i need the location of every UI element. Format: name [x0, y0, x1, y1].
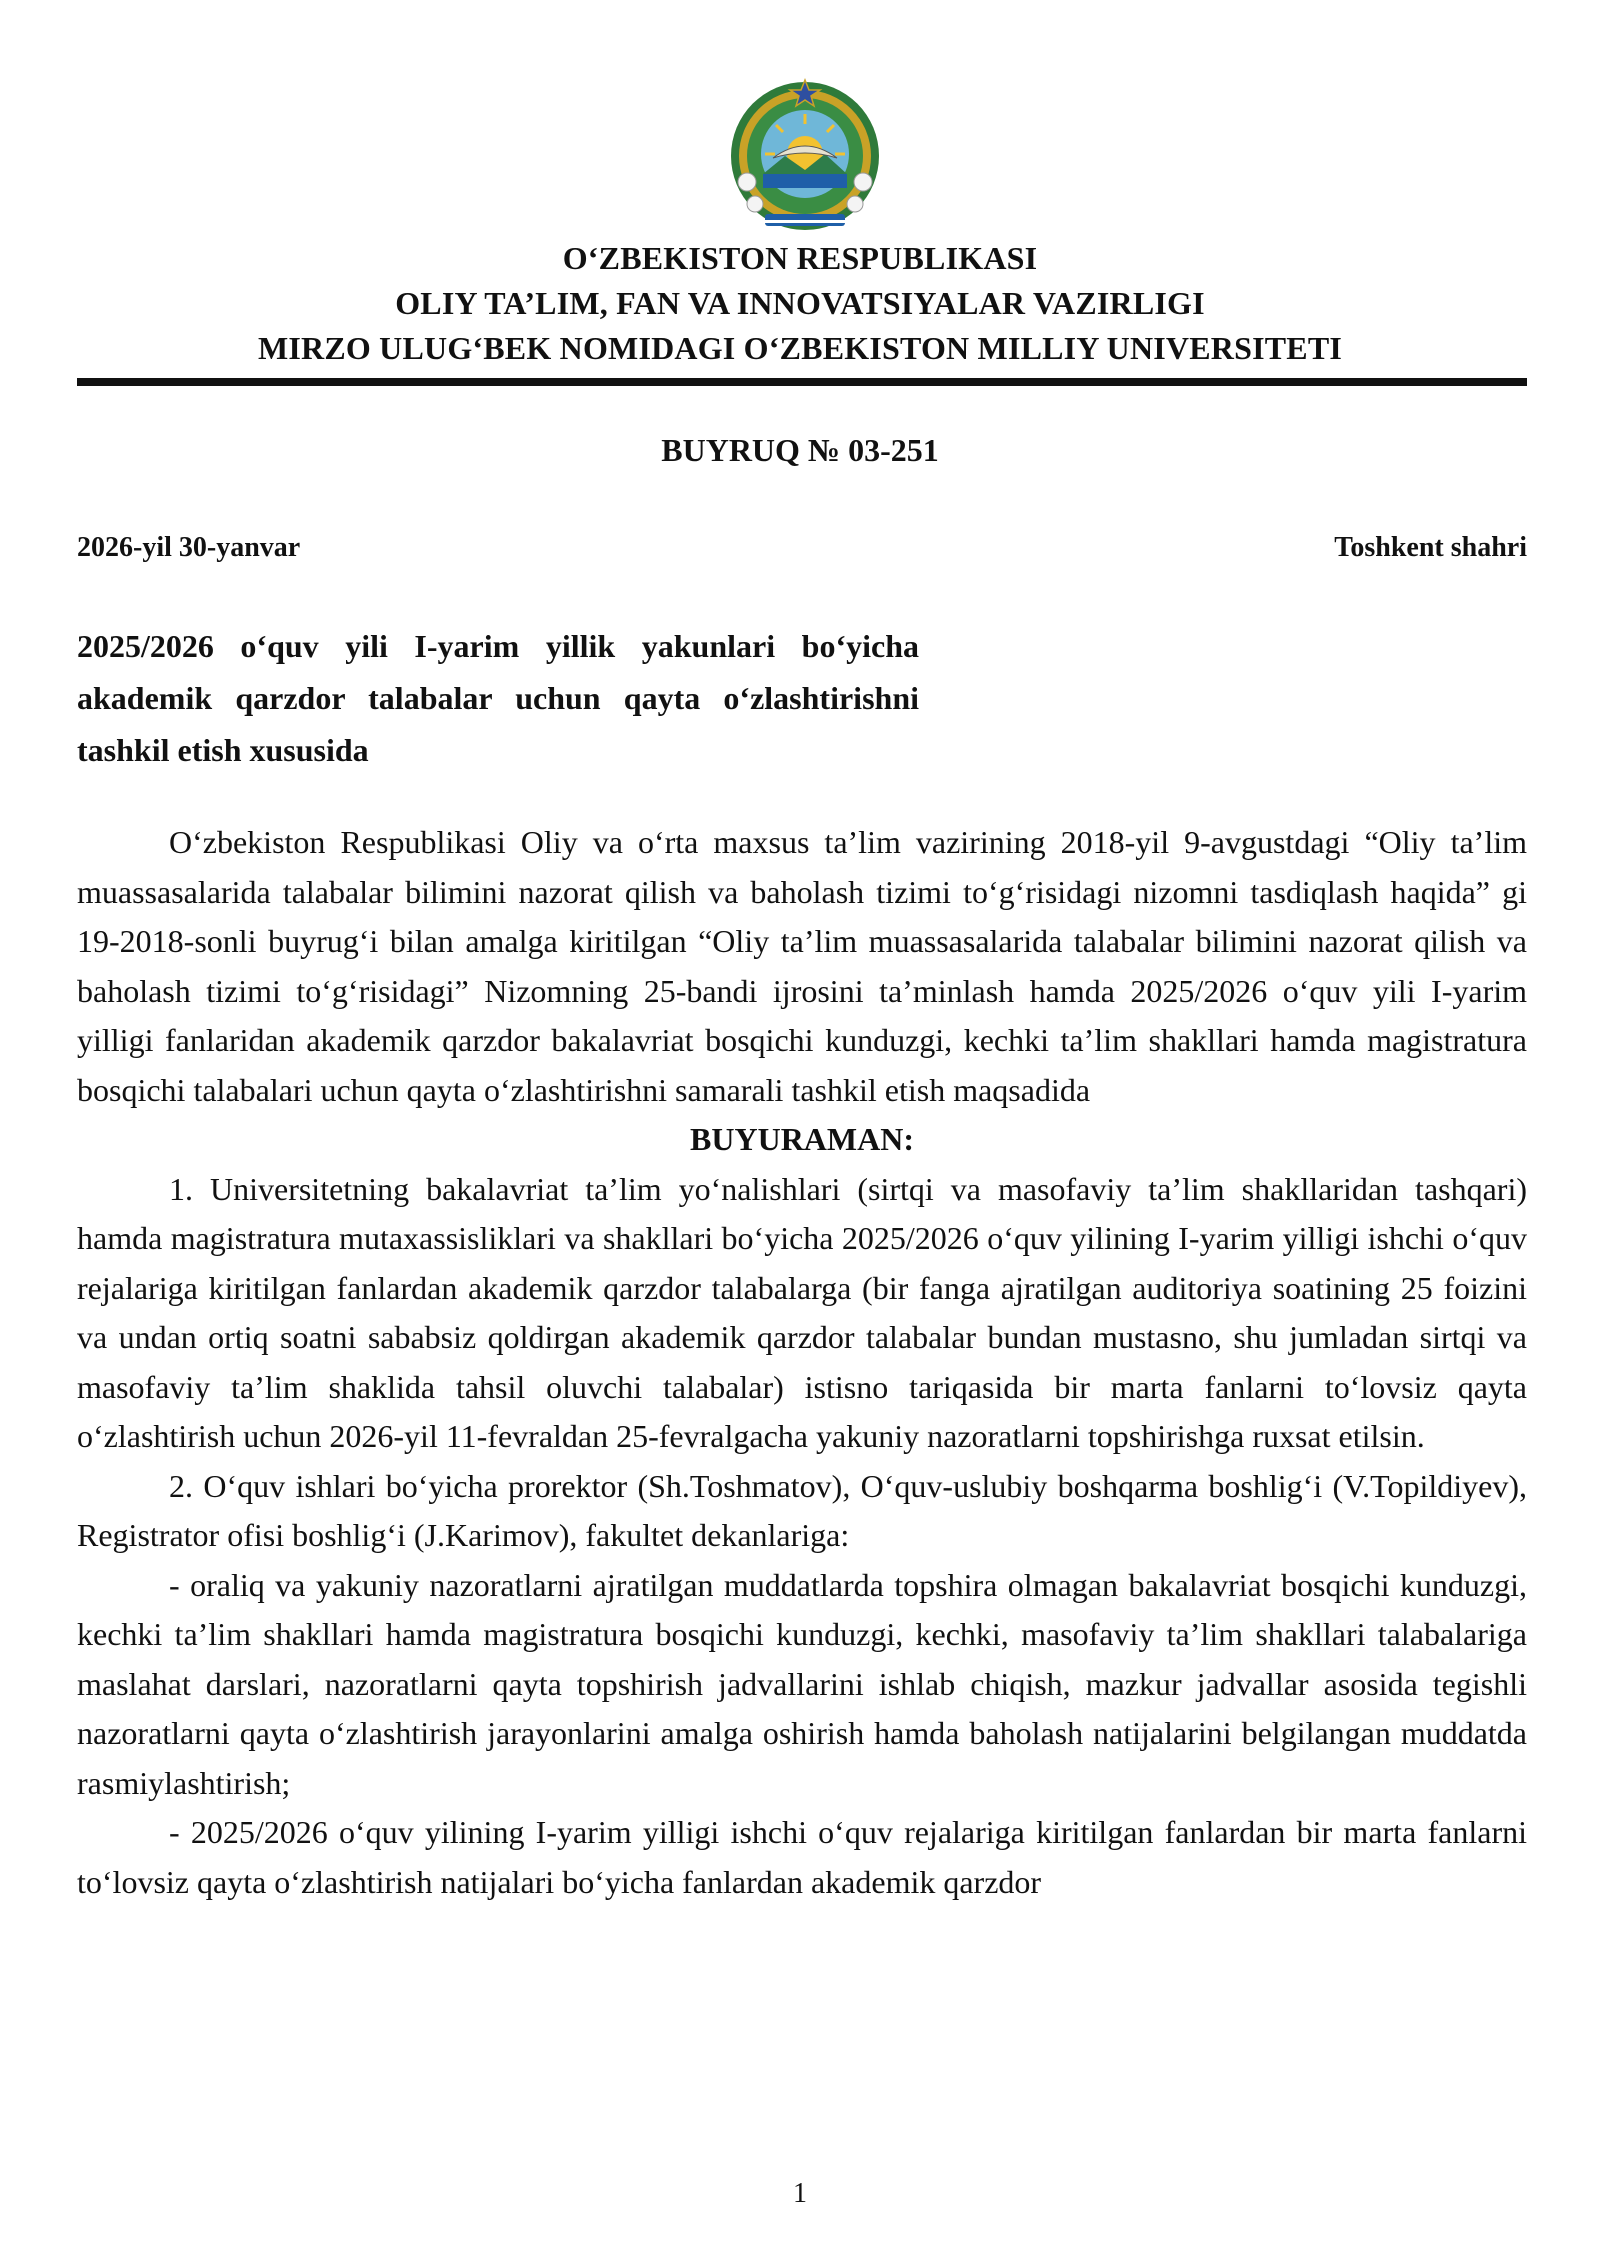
document-header	[0, 236, 1600, 371]
order-subject: 2025/2026 o‘quv yili I-yarim yillik yakunlari bo‘yicha akademik qarzdor talabalar uchun qayta o‘zlashtirishni tashkil etish xususida	[77, 628, 919, 768]
order-item-2-bullet-1: - oraliq va yakuniy nazoratlarni ajratilgan muddatlarda topshira olmagan bakalavriat bosqichi kunduzgi, kechki ta’lim shakllari hamda magistratura bosqichi kunduzgi, kechki, masofaviy ta’lim shakllari talabalariga maslahat darslari, nazoratlarni qayta topshirish jadvallarini ishlab chiqish, mazkur jadvallar asosida tegishli nazoratlarni qayta o‘zlashtirish jarayonlarini amalga oshirish hamda baholash natijalarini belgilangan muddatda rasmiylashtirish;	[77, 1566, 1527, 1801]
order-item-2: 2. O‘quv ishlari bo‘yicha prorektor (Sh.Toshmatov), O‘quv-uslubiy boshqarma boshlig‘i (V.Topildiyev), Registrator ofisi boshlig‘i (J.Karimov), fakultet dekanlariga:	[77, 1467, 1527, 1553]
header-line-country: O‘ZBEKISTON RESPUBLIKASI	[562, 240, 1038, 276]
document-body	[77, 818, 1527, 1907]
state-emblem-icon	[725, 74, 885, 234]
order-item-2-bullet-2: - 2025/2026 o‘quv yilining I-yarim yilligi ishchi o‘quv rejalariga kiritilgan fanlardan bir marta fanlarni to‘lovsiz qayta o‘zlashtirish natijalari bo‘yicha fanlardan akademik qarzdor	[77, 1814, 1527, 1900]
header-line-ministry: OLIY TA’LIM, FAN VA INNOVATSIYALAR VAZIRLIGI	[395, 285, 1205, 321]
command-heading: BUYURAMAN:	[690, 1121, 914, 1157]
order-title: BUYRUQ № 03-251	[661, 432, 939, 468]
order-date: 2026-yil 30-yanvar	[77, 532, 301, 563]
order-item-1: 1. Universitetning bakalavriat ta’lim yo‘nalishlari (sirtqi va masofaviy ta’lim shakllaridan tashqari) hamda magistratura mutaxassisliklari va shakllari bo‘yicha 2025/2026 o‘quv yilining I-yarim yilligi ishchi o‘quv rejalariga kiritilgan fanlardan akademik qarzdor talabalarga (bir fanga ajratilgan auditoriya soatining 25 foizini va undan ortiq soatni sababsiz qoldirgan akademik qarzdor talabalar bundan mustasno, shu jumladan sirtqi va masofaviy ta’lim shaklida tahsil oluvchi talabalar) istisno tariqasida bir marta fanlarni to‘lovsiz qayta o‘zlashtirish uchun 2026-yil 11-fevraldan 25-fevralgacha yakuniy nazoratlarni topshirishga ruxsat etilsin.	[77, 1170, 1527, 1454]
header-line-university: MIRZO ULUG‘BEK NOMIDAGI O‘ZBEKISTON MILLIY UNIVERSITETI	[257, 330, 1343, 366]
page-number: 1	[793, 2178, 807, 2209]
order-city: Toshkent shahri	[1334, 532, 1527, 563]
header-divider	[77, 378, 1527, 386]
preamble-paragraph: O‘zbekiston Respublikasi Oliy va o‘rta maxsus ta’lim vazirining 2018-yil 9-avgustdagi “Oliy ta’lim muassasalarida talabalar bilimini nazorat qilish va baholash tizimi to‘g‘risidagi nizomni tasdiqlash haqida” gi 19-2018-sonli buyrug‘i bilan amalga kiritilgan “Oliy ta’lim muassasalarida talabalar bilimini nazorat qilish va baholash tizimi to‘g‘risidagi” Nizomning 25-bandi ijrosini ta’minlash hamda 2025/2026 o‘quv yili I-yarim yilligi fanlaridan akademik qarzdor bakalavriat bosqichi kunduzgi, kechki ta’lim shakllari hamda magistratura bosqichi talabalari uchun qayta o‘zlashtirishni samarali tashkil etish maqsadida	[77, 824, 1527, 1108]
